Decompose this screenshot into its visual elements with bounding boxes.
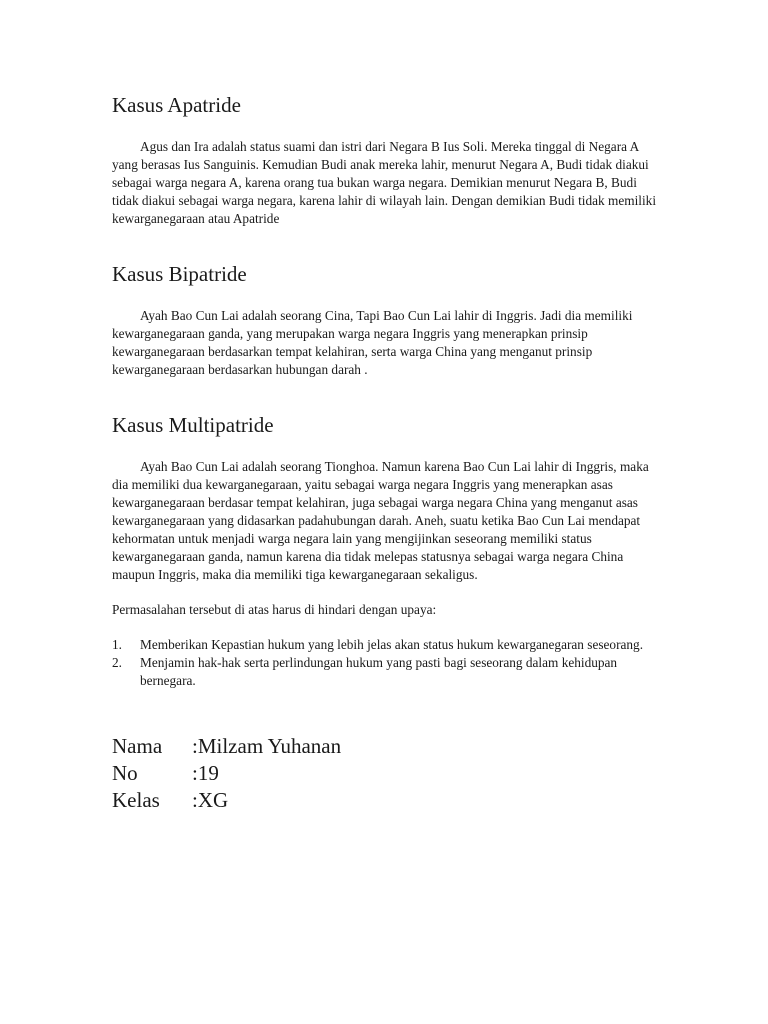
identity-block: [112, 733, 660, 814]
nama-value: :Milzam Yuhanan: [192, 734, 342, 758]
heading-kasus-multipatride: Kasus Multipatride: [112, 413, 274, 437]
list-item-text: Memberikan Kepastian hukum yang lebih jelas akan status hukum kewarganegaran seseorang.: [140, 637, 644, 652]
document-content: [112, 92, 660, 814]
list-item-number: 2.: [112, 655, 122, 670]
no-value: :19: [192, 761, 219, 785]
upaya-list: [112, 636, 660, 690]
paragraph-multipatride: Ayah Bao Cun Lai adalah seorang Tionghoa. Namun karena Bao Cun Lai lahir di Inggris, maka dia memiliki dua kewarganegaraan, yaitu sebagai warga negara Inggris yang menerapkan asas kewarganegaraan berdasar tempat kelahiran, juga sebagai warga negara China yang menganut asas kewarganegaraan yang didasarkan padahubungan darah. Aneh, suatu ketika Bao Cun Lai mendapat kehormatan untuk menjadi warga negara lain yang mengijinkan seseorang memiliki status kewarganegaraan ganda, namun karena dia tidak melepas statusnya sebagai warga negara China maupun Inggris, maka dia memiliki tiga kewarganegaraan sekaligus.: [112, 459, 649, 582]
paragraph-apatride: Agus dan Ira adalah status suami dan istri dari Negara B Ius Soli. Mereka tinggal di Negara A yang berasas Ius Sanguinis. Kemudian Budi anak mereka lahir, menurut Negara A, Budi tidak diakui sebagai warga negara A, karena orang tua bukan warga negara. Demikian menurut Negara B, Budi tidak diakui sebagai warga negara, karena lahir di wilayah lain. Dengan demikian Budi tidak memiliki kewarganegaraan atau Apatride: [112, 139, 657, 226]
no-label: No: [112, 761, 138, 785]
nama-label: Nama: [112, 734, 163, 758]
list-item-number: 1.: [112, 637, 122, 652]
identity-row-no: [112, 760, 660, 787]
paragraph-intro-upaya: Permasalahan tersebut di atas harus di hindari dengan upaya:: [112, 602, 437, 617]
list-item: [112, 654, 660, 690]
kelas-value: :XG: [192, 788, 229, 812]
paragraph-bipatride: Ayah Bao Cun Lai adalah seorang Cina, Tapi Bao Cun Lai lahir di Inggris. Jadi dia memiliki kewarganegaraan ganda, yang merupakan warga negara Inggris yang menerapkan prinsip kewarganegaraan berdasarkan tempat kelahiran, serta warga China yang menganut prinsip kewarganegaraan berdasarkan hubungan darah .: [112, 308, 633, 377]
list-item: [112, 636, 660, 654]
heading-kasus-apatride: Kasus Apatride: [112, 93, 241, 117]
identity-row-kelas: [112, 787, 660, 814]
identity-row-nama: [112, 733, 660, 760]
kelas-label: Kelas: [112, 788, 160, 812]
list-item-text: Menjamin hak-hak serta perlindungan hukum yang pasti bagi seseorang dalam kehidupan bernegara.: [140, 655, 618, 688]
heading-kasus-bipatride: Kasus Bipatride: [112, 262, 247, 286]
